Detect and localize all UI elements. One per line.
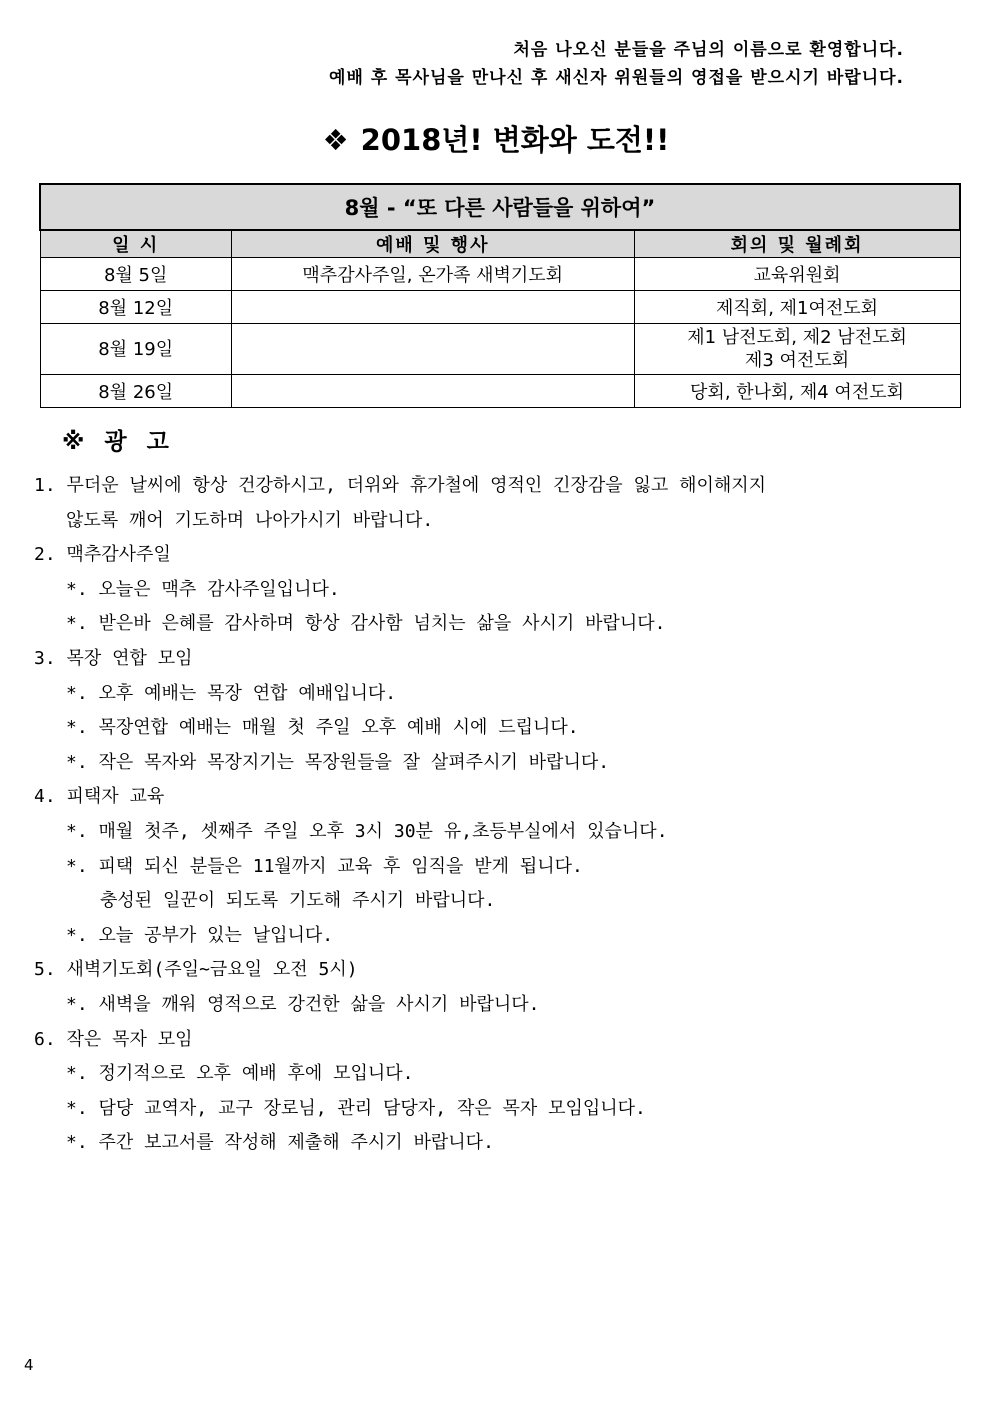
row-event [231, 291, 634, 324]
announcement-item: 5. 새벽기도회(주일~금요일 오전 5시) [34, 959, 358, 981]
row-meeting: 교육위원회 [634, 258, 960, 291]
table-row [40, 375, 960, 408]
welcome-line-2: 예배 후 목사님을 만나신 후 새신자 위원들의 영접을 받으시기 바랍니다. [329, 68, 904, 88]
page-number: 4 [24, 1356, 34, 1374]
row-date: 8월 19일 [40, 324, 231, 375]
header-date: 일 시 [40, 230, 231, 258]
table-row [40, 291, 960, 324]
row-date: 8월 26일 [40, 375, 231, 408]
announcement-continuation: 않도록 깨어 기도하며 나아가시기 바랍니다. [66, 509, 434, 531]
announcement-subitem: *. 오늘 공부가 있는 날입니다. [66, 924, 334, 946]
announcement-item: 3. 목장 연합 모임 [34, 647, 193, 669]
page-title-text: 2018년! 변화와 도전!! [360, 123, 670, 157]
announcement-subitem: *. 목장연합 예배는 매월 첫 주일 오후 예배 시에 드립니다. [66, 717, 579, 739]
row-event [231, 375, 634, 408]
row-date: 8월 12일 [40, 291, 231, 324]
announcements-list [34, 469, 934, 1161]
row-meeting-line-2: 제3 여전도회 [744, 350, 850, 371]
diamond-icon: ❖ [322, 123, 349, 157]
row-date: 8월 5일 [40, 258, 231, 291]
row-meeting: 제직회, 제1여전도회 [634, 291, 960, 324]
announcement-subitem: *. 주간 보고서를 작성해 제출해 주시기 바랍니다. [66, 1132, 494, 1154]
announcement-subitem: *. 정기적으로 오후 예배 후에 모입니다. [66, 1063, 414, 1085]
announcement-subitem: *. 받은바 은혜를 감사하며 항상 감사함 넘치는 삶을 사시기 바랍니다. [66, 613, 666, 635]
announcement-item: 1. 무더운 날씨에 항상 건강하시고, 더위와 휴가철에 영적인 긴장감을 잃고 해이해지지 [34, 475, 767, 496]
welcome-message [329, 36, 904, 92]
announcement-subitem: *. 오후 예배는 목장 연합 예배입니다. [66, 682, 397, 704]
announcement-item: 2. 맥추감사주일 [34, 544, 171, 566]
announcements-heading: ※ 광 고 [62, 429, 175, 455]
schedule-caption: 8월 - “또 다른 사람들을 위하여” [40, 184, 960, 230]
page-title [0, 118, 992, 159]
row-meeting: 당회, 한나회, 제4 여전도회 [634, 375, 960, 408]
row-meeting-line-1: 제1 남전도회, 제2 남전도회 [687, 327, 907, 348]
announcement-subitem: *. 담당 교역자, 교구 장로님, 관리 담당자, 작은 목자 모임입니다. [66, 1097, 646, 1119]
table-row [40, 324, 960, 375]
header-event: 예배 및 행사 [231, 230, 634, 258]
header-meeting: 회의 및 월례회 [634, 230, 960, 258]
row-event [231, 324, 634, 375]
announcement-item: 6. 작은 목자 모임 [34, 1028, 193, 1050]
table-row [40, 258, 960, 291]
announcement-item: 4. 피택자 교육 [34, 786, 165, 808]
row-meeting [634, 324, 960, 375]
announcement-subitem: *. 작은 목자와 목장지기는 목장원들을 잘 살펴주시기 바랍니다. [66, 751, 610, 773]
schedule-table [39, 183, 961, 408]
announcement-subitem: *. 새벽을 깨워 영적으로 강건한 삶을 사시기 바랍니다. [66, 993, 540, 1015]
announcement-subitem: *. 매월 첫주, 셋째주 주일 오후 3시 30분 유,초등부실에서 있습니다. [66, 820, 668, 842]
announcement-subitem: *. 피택 되신 분들은 11월까지 교육 후 임직을 받게 됩니다. [66, 855, 583, 877]
row-event: 맥추감사주일, 온가족 새벽기도회 [231, 258, 634, 291]
announcement-subitem: *. 오늘은 맥추 감사주일입니다. [66, 578, 340, 600]
announcement-subitem-continuation: 충성된 일꾼이 되도록 기도해 주시기 바랍니다. [100, 890, 496, 912]
welcome-line-1: 처음 나오신 분들을 주님의 이름으로 환영합니다. [513, 40, 904, 60]
